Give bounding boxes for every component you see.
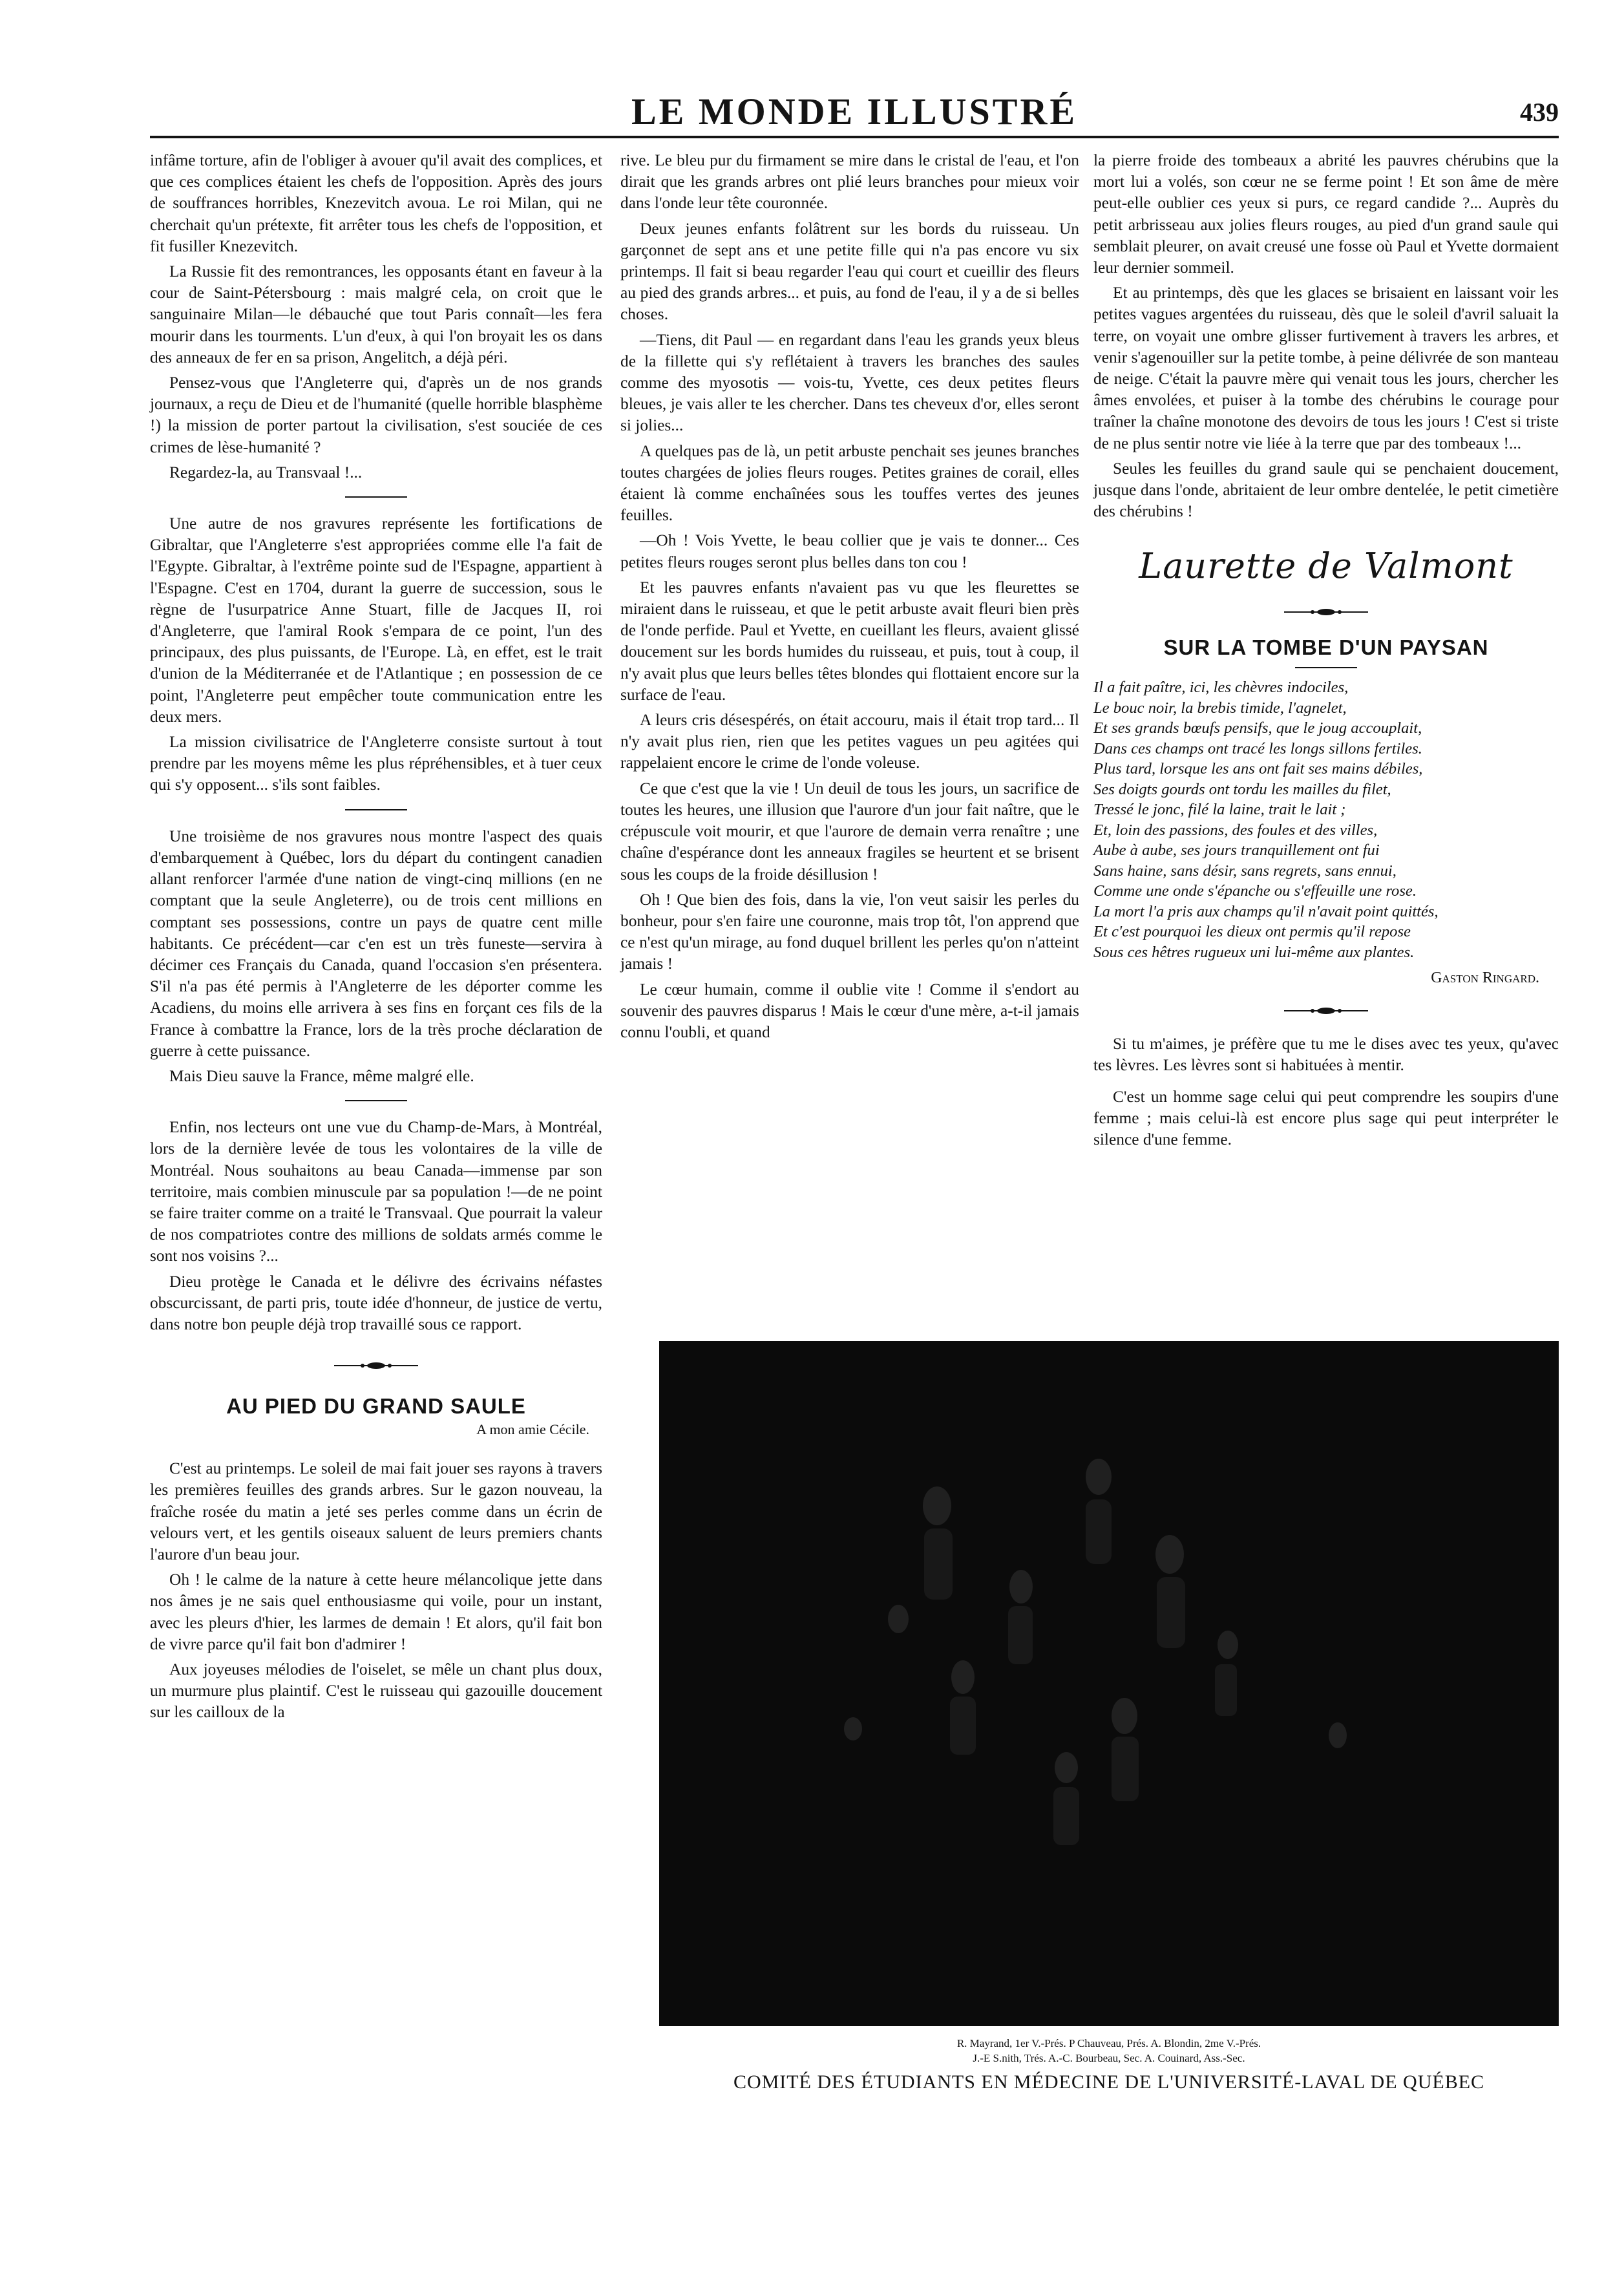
poem-line: Comme une onde s'épanche ou s'effeuille une rose. xyxy=(1093,882,1417,900)
article-paragraph: infâme torture, afin de l'obliger à avouer qu'il avait des complices, et que ces complices étaient les chefs de l'opposition. Après des jours de souffrances horribles, Knezevitch avoua. Le roi Milan, qui ne cherchait qu'un prétexte, fit arrêter tous les chefs de l'opposition, et fit fusiller Knezevitch. xyxy=(150,151,602,255)
story-paragraph: rive. Le bleu pur du firmament se mire dans le cristal de l'eau, et l'on dirait que les grands arbres ont plié leurs branches pour mieux voir dans l'onde leur tête couronnée. xyxy=(620,151,1079,213)
poem-line: Sans haine, sans désir, sans regrets, sans ennui, xyxy=(1093,862,1397,880)
poem-line: Et ses grands bœufs pensifs, que le joug accouplait, xyxy=(1093,719,1422,737)
masthead xyxy=(150,90,1559,138)
story-paragraph: Oh ! Que bien des fois, dans la vie, l'on veut saisir les perles du bonheur, pour s'en faire une couronne, mais trop tôt, l'on apprend que ce n'est qu'un mirage, au fond duquel brillent les perles qu'on n'atteint jamais ! xyxy=(620,890,1079,973)
ornament-divider xyxy=(1093,1006,1559,1015)
caption-row: J.-E S.nith, Trés. A.-C. Bourbeau, Sec. A. Couinard, Ass.-Sec. xyxy=(973,2052,1245,2064)
poem-line: Aube à aube, ses jours tranquillement ont fui xyxy=(1093,841,1380,860)
story-title: AU PIED DU GRAND SAULE xyxy=(226,1394,526,1419)
photo-caption-names xyxy=(659,2036,1559,2066)
page-number: 439 xyxy=(1520,98,1559,127)
poem-line: Dans ces champs ont tracé les longs sillons fertiles. xyxy=(1093,739,1422,757)
story-paragraph: la pierre froide des tombeaux a abrité les pauvres chérubins que la mort lui a volés, son cœur ne se ferme point ! Et son âme de mère peut-elle oublier ces yeux si purs, ce regard candide ?... Auprès du petit arbrisseau aux jolies fleurs rouges, au pied d'un grand saule qui semblait pleurer, on avait creusé une fosse où Paul et Yvette dormaient leur dernier sommeil. xyxy=(1093,151,1559,277)
story-paragraph: Oh ! le calme de la nature à cette heure mélancolique jette dans nos âmes je ne sais quel enthousiasme qui voile, pour un instant, avec les pleurs d'hier, les larmes de demain ! Et alors, qu'il fait bon de vivre parce qu'il fait bon d'admirer ! xyxy=(150,1571,602,1653)
column-2 xyxy=(620,150,1079,1047)
poem-line: Le bouc noir, la brebis timide, l'agnelet, xyxy=(1093,699,1347,717)
photo-caption-title: COMITÉ DES ÉTUDIANTS EN MÉDECINE DE L'UNIVERSITÉ-LAVAL DE QUÉBEC xyxy=(733,2071,1485,2093)
story-paragraph: Le cœur humain, comme il oublie vite ! Comme il s'endort au souvenir des pauvres disparus ! Mais le cœur d'une mère, a-t-il jamais connu l'oubli, et quand xyxy=(620,980,1079,1041)
maxim-paragraph: Si tu m'aimes, je préfère que tu me le dises avec tes yeux, qu'avec tes lèvres. Les lèvres sont si habituées à mentir. xyxy=(1093,1034,1559,1074)
ornament-icon xyxy=(1284,1006,1368,1015)
caption-row: R. Mayrand, 1er V.-Prés. P Chauveau, Prés. A. Blondin, 2me V.-Prés. xyxy=(956,2037,1261,2049)
story-paragraph: A quelques pas de là, un petit arbuste penchait ses jeunes branches toutes chargées de jolies fleurs rouges. Petites graines de corail, elles étaient là comme enchaînées sous les touffes vertes des jeunes feuilles. xyxy=(620,441,1079,525)
article-paragraph: Mais Dieu sauve la France, même malgré elle. xyxy=(169,1066,474,1085)
article-paragraph: Une autre de nos gravures représente les fortifications de Gibraltar, que l'Angleterre s'est appropriées comme elle l'a fait de l'Egypte. Gibraltar, à l'extrême pointe sud de l'Espagne, appartient à l'Espagne. C'est en 1704, durant la guerre de succession, sous le règne de l'usurpatrice Anne Stuart, fille de Jacques II, roi d'Angleterre, que l'amiral Rook s'empara de ce point, l'un des principaux, des plus puissants, de l'Europe. Là, en effet, est le trait d'union de la Méditerranée et de l'Atlantique ; en possession de ce point, l'Angleterre peut empêcher toute communication entre les deux mers. xyxy=(150,514,602,726)
poem-title: SUR LA TOMBE D'UN PAYSAN xyxy=(1163,635,1489,660)
poem-author: Gaston Ringard. xyxy=(1431,969,1539,987)
article-paragraph: Pensez-vous que l'Angleterre qui, d'après un de nos grands journaux, a reçu de Dieu et de l'humanité (quelle horrible blasphème !) la mission de porter partout la civilisation, s'est souciée de ces crimes de lèse-humanité ? xyxy=(150,374,602,456)
poem-line: Ses doigts gourds ont tordu les mailles du filet, xyxy=(1093,780,1391,798)
poem-line: Sous ces hêtres rugueux uni lui-même aux plantes. xyxy=(1093,943,1415,961)
poem-line: La mort l'a pris aux champs qu'il n'avait point quittés, xyxy=(1093,902,1439,920)
masthead-title: LE MONDE ILLUSTRÉ xyxy=(631,90,1078,132)
poem-line: Et, loin des passions, des foules et des villes, xyxy=(1093,821,1378,839)
article-paragraph: La Russie fit des remontrances, les opposants étant en faveur à la cour de Saint-Pétersbourg : mais malgré cela, on croit que le sanguinaire Milan—le débauché que tout Paris connaît—les fera mourir dans les tourments. L'un d'eux, à qui l'on broyait les os dans des anneaux de fer en sa prison, Angelitch, a déjà péri. xyxy=(150,262,602,366)
ornament-divider xyxy=(1093,608,1559,617)
story-dedication: A mon amie Cécile. xyxy=(476,1421,589,1438)
section-divider xyxy=(345,1100,407,1101)
column-1 xyxy=(150,150,602,1728)
story-paragraph: Aux joyeuses mélodies de l'oiselet, se mêle un chant plus doux, un murmure plus plaintif. C'est le ruisseau qui gazouille doucement sur les cailloux de la xyxy=(150,1660,602,1722)
poem-line: Et c'est pourquoi les dieux ont permis qu'il repose xyxy=(1093,923,1411,941)
title-underline xyxy=(1295,667,1357,668)
ornament-icon xyxy=(334,1361,418,1370)
column-3 xyxy=(1093,150,1559,1155)
poem-line: Tressé le jonc, filé la laine, trait le lait ; xyxy=(1093,801,1346,819)
story-paragraph: —Oh ! Vois Yvette, le beau collier que je vais te donner... Ces petites fleurs rouges seront plus belles dans ton cou ! xyxy=(620,531,1079,571)
poem xyxy=(1093,677,1559,962)
section-divider xyxy=(345,809,407,810)
story-paragraph: Et les pauvres enfants n'avaient pas vu que les fleurettes se miraient dans le ruisseau, et que le petit arbuste avait fleuri bien près de l'onde perfide. Paul et Yvette, en cueillant les fleurs, avaient glissé doucement sur les bords humides du ruisseau, et puis, tout à coup, il n'y avait plus que leurs belles têtes blondes qui flottaient encore sur la surface de l'eau. xyxy=(620,578,1079,704)
story-paragraph: C'est au printemps. Le soleil de mai fait jouer ses rayons à travers les premières feuilles des grands arbres. Sur le gazon nouveau, la fraîche rosée du matin a jeté ses perles comme dans un écrin de velours vert, et les gentils oiseaux saluent de leurs premiers chants l'aurore d'un beau jour. xyxy=(150,1459,602,1563)
maxim-paragraph: C'est un homme sage celui qui peut comprendre les soupirs d'une femme ; mais celui-là est encore plus sage qui peut interpréter le silence d'une femme. xyxy=(1093,1088,1559,1149)
article-paragraph: Enfin, nos lecteurs ont une vue du Champ-de-Mars, à Montréal, lors de la dernière levée de tous les volontaires de la ville de Montréal. Nous souhaitons au beau Canada—immense par son territoire, mais combien minuscule par sa population !—de ne point se faire traiter comme on a traité le Transvaal. Que pourrait la valeur de nos compatriotes contre des millions de soldats armés comme le sont nos voisins ?... xyxy=(150,1118,602,1265)
ornament-icon xyxy=(1284,608,1368,617)
article-paragraph: Dieu protège le Canada et le délivre des écrivains néfastes obscurcissant, de parti pris, toute idée d'honneur, de justice de vertu, dans notre bon peuple déjà trop travaillé sous ce rapport. xyxy=(150,1272,602,1333)
poem-line: Il a fait paître, ici, les chèvres indociles, xyxy=(1093,679,1349,697)
story-paragraph: Ce que c'est que la vie ! Un deuil de tous les jours, un sacrifice de toutes les heures, une illusion que l'aurore d'un jour fait naître, que le crépuscule voit mourir, et que l'aurore de demain verra renaître ; une chaîne d'espérance dont les anneaux fragiles se heurtent et se brisent sous les coups de la froide désillusion ! xyxy=(620,779,1079,883)
author-signature: Laurette de Valmont xyxy=(1139,545,1513,587)
committee-photograph xyxy=(659,1341,1559,2026)
poem-line: Plus tard, lorsque les ans ont fait ses mains débiles, xyxy=(1093,760,1423,778)
story-paragraph: A leurs cris désespérés, on était accouru, mais il était trop tard... Il n'y avait plus rien, rien que les petites vagues un peu agitées qui rappelaient encore le crime de l'onde voleuse. xyxy=(620,711,1079,772)
article-paragraph: Regardez-la, au Transvaal !... xyxy=(169,463,363,481)
article-paragraph: Une troisième de nos gravures nous montre l'aspect des quais d'embarquement à Québec, lors du départ du contingent canadien allant renforcer l'armée d'une nation de vingt-cinq millions (en ne comptant que la seule Angleterre), ou de trois cent millions en comptant ses possessions, contre un pays de quatre cent mille habitants. Ce précédent—car c'en est un très funeste—servira à décimer ces Français du Canada, quand l'occasion s'en présentera. S'il n'a pas été permis à l'Angleterre de les déporter comme les Acadiens, du moins elle arrivera à ses fins en forçant ces fils de la France à combattre la France, lors de la très proche déclaration de guerre à cette puissance. xyxy=(150,827,602,1060)
photograph-image xyxy=(659,1341,1559,2026)
story-paragraph: Et au printemps, dès que les glaces se brisaient en laissant voir les petites vagues argentées du ruisseau, dès que le soleil d'avril saluait la terre, on voyait une ombre glisser furtivement à travers les arbres, et venir s'agenouiller sur la petite tombe, à peine délivrée de son manteau de neige. C'était la pauvre mère qui venait tous les jours, chercher les âmes envolées, et puiser à la tombe des chérubins le courage pour traîner la chaîne monotone des devoirs de tous les jours ! C'est si triste de ne plus sentir notre vie liée à la terre que par des tombeaux !... xyxy=(1093,284,1559,452)
story-paragraph: Seules les feuilles du grand saule qui se penchaient doucement, jusque dans l'onde, abritaient de leur ombre dentelée, le petit cimetière des chérubins ! xyxy=(1093,459,1559,521)
article-paragraph: La mission civilisatrice de l'Angleterre consiste surtout à tout prendre par les moyens même les plus répréhensibles, et à tuer ceux qui s'y opposent... s'ils sont faibles. xyxy=(150,733,602,794)
story-paragraph: —Tiens, dit Paul — en regardant dans l'eau les grands yeux bleus de la fillette qui s'y reflétaient à travers les branches des saules comme des myosotis — vois-tu, Yvette, ces deux petites fleurs bleues, je vais aller te les chercher. Dans tes cheveux d'or, elles seront si jolies... xyxy=(620,330,1079,435)
story-paragraph: Deux jeunes enfants folâtrent sur les bords du ruisseau. Un garçonnet de sept ans et une petite fille qui n'a pas encore vu six printemps. Il fait si beau regarder l'eau qui court et cueillir des fleurs au pied des grands arbres... et puis, au fond de l'eau, il y a de si belles choses. xyxy=(620,219,1079,324)
ornament-divider xyxy=(150,1361,602,1370)
section-divider xyxy=(345,496,407,498)
